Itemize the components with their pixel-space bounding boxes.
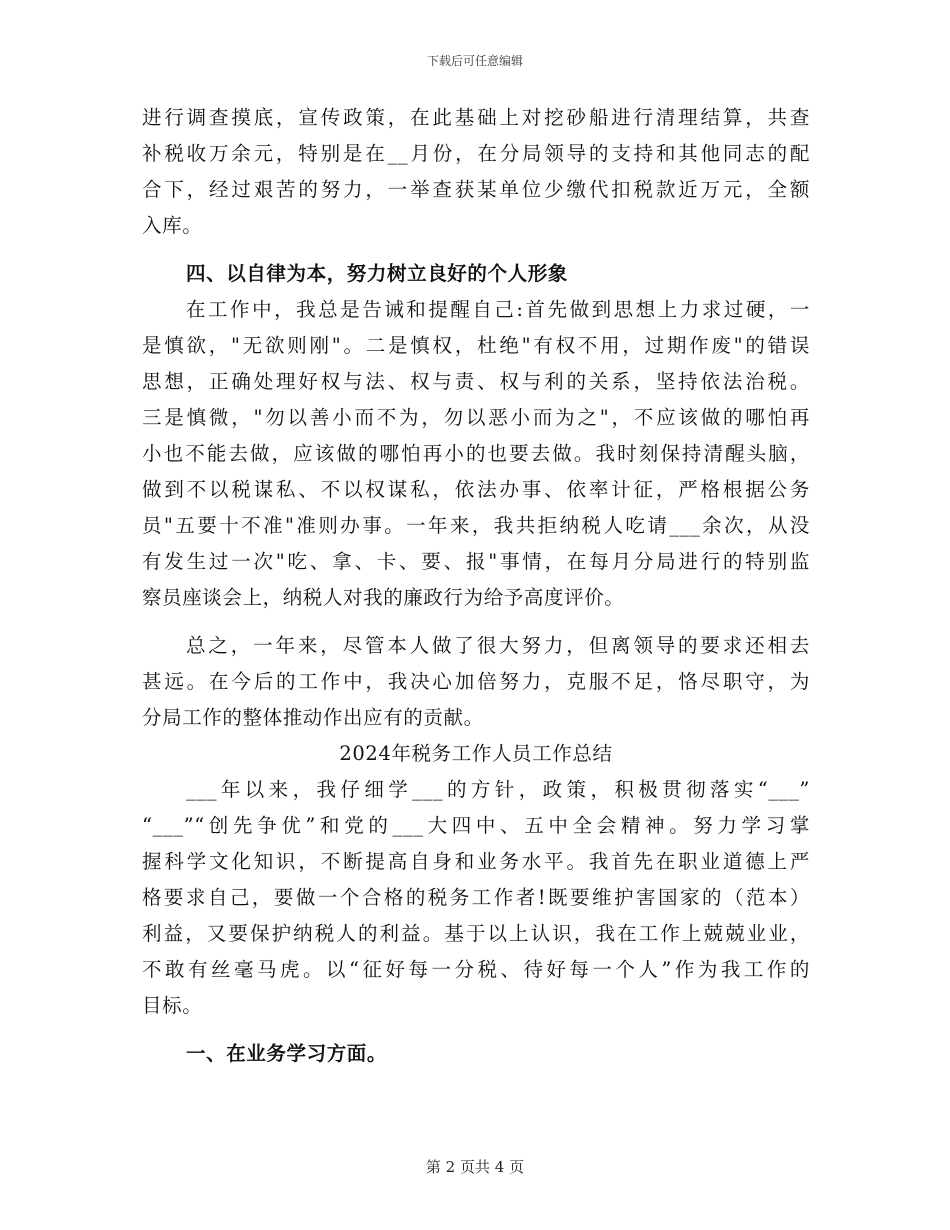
document-title: 2024年税务工作人员工作总结 <box>339 742 613 765</box>
paragraph <box>142 100 810 244</box>
text-line: 员"五要十不准"准则办事。一年来，我共拒纳税人吃请___余次，从没 <box>142 514 810 537</box>
text-line: 甚远。在今后的工作中，我决心加倍努力，克服不足，恪尽职守，为 <box>142 670 810 693</box>
text-line: 有发生过一次"吃、拿、卡、要、报"事情，在每月分局进行的特别监 <box>142 550 810 573</box>
text-line: 总之，一年来，尽管本人做了很大努力，但离领导的要求还相去 <box>186 634 810 657</box>
text-line: 是慎欲，"无欲则刚"。二是慎权，杜绝"有权不用，过期作废"的错误 <box>142 334 810 357</box>
paragraph <box>142 628 810 736</box>
text-line: 做到不以税谋私、不以权谋私，依法办事、依率计征，严格根据公务 <box>142 478 810 501</box>
paragraph <box>142 292 810 616</box>
text-line: 目标。 <box>142 994 203 1017</box>
text-line: 格要求自己，要做一个合格的税务工作者!既要维护害国家的（范本） <box>142 886 810 909</box>
paragraph <box>142 772 810 1024</box>
document-body <box>142 100 810 1072</box>
section-heading: 四、以自律为本，努力树立良好的个人形象 <box>186 262 568 285</box>
text-line: 在工作中，我总是告诫和提醒自己:首先做到思想上力求过硬，一 <box>186 298 810 321</box>
section-heading: 一、在业务学习方面。 <box>186 1042 388 1065</box>
text-line: ___年以来，我仔细学___的方针，政策，积极贯彻落实“___” <box>186 778 810 801</box>
text-line: 合下，经过艰苦的努力，一举查获某单位少缴代扣税款近万元，全额 <box>142 178 810 201</box>
text-line: 利益，又要保护纳税人的利益。基于以上认识，我在工作上兢兢业业， <box>142 922 810 945</box>
text-line: 不敢有丝毫马虎。以“征好每一分税、待好每一个人”作为我工作的 <box>142 958 810 981</box>
text-line: 三是慎微，"勿以善小而不为，勿以恶小而为之"，不应该做的哪怕再 <box>142 406 810 429</box>
page-footer: 第 2 页共 4 页 <box>425 1158 525 1176</box>
text-line: 入库。 <box>142 214 203 237</box>
page-header: 下载后可任意编辑 <box>426 54 523 68</box>
text-line: 握科学文化知识，不断提高自身和业务水平。我首先在职业道德上严 <box>142 850 810 873</box>
text-line: 思想，正确处理好权与法、权与责、权与利的关系，坚持依法治税。 <box>142 370 810 393</box>
text-line: 分局工作的整体推动作出应有的贡献。 <box>142 706 484 729</box>
text-line: 察员座谈会上，纳税人对我的廉政行为给予高度评价。 <box>142 586 625 609</box>
text-line: 补税收万余元，特别是在__月份，在分局领导的支持和其他同志的配 <box>142 142 810 165</box>
text-line: 小也不能去做，应该做的哪怕再小的也要去做。我时刻保持清醒头脑， <box>142 442 810 465</box>
text-line: “___”“创先争优”和党的___大四中、五中全会精神。努力学习掌 <box>142 814 810 837</box>
text-line: 进行调查摸底，宣传政策，在此基础上对挖砂船进行清理结算，共查 <box>142 106 810 129</box>
